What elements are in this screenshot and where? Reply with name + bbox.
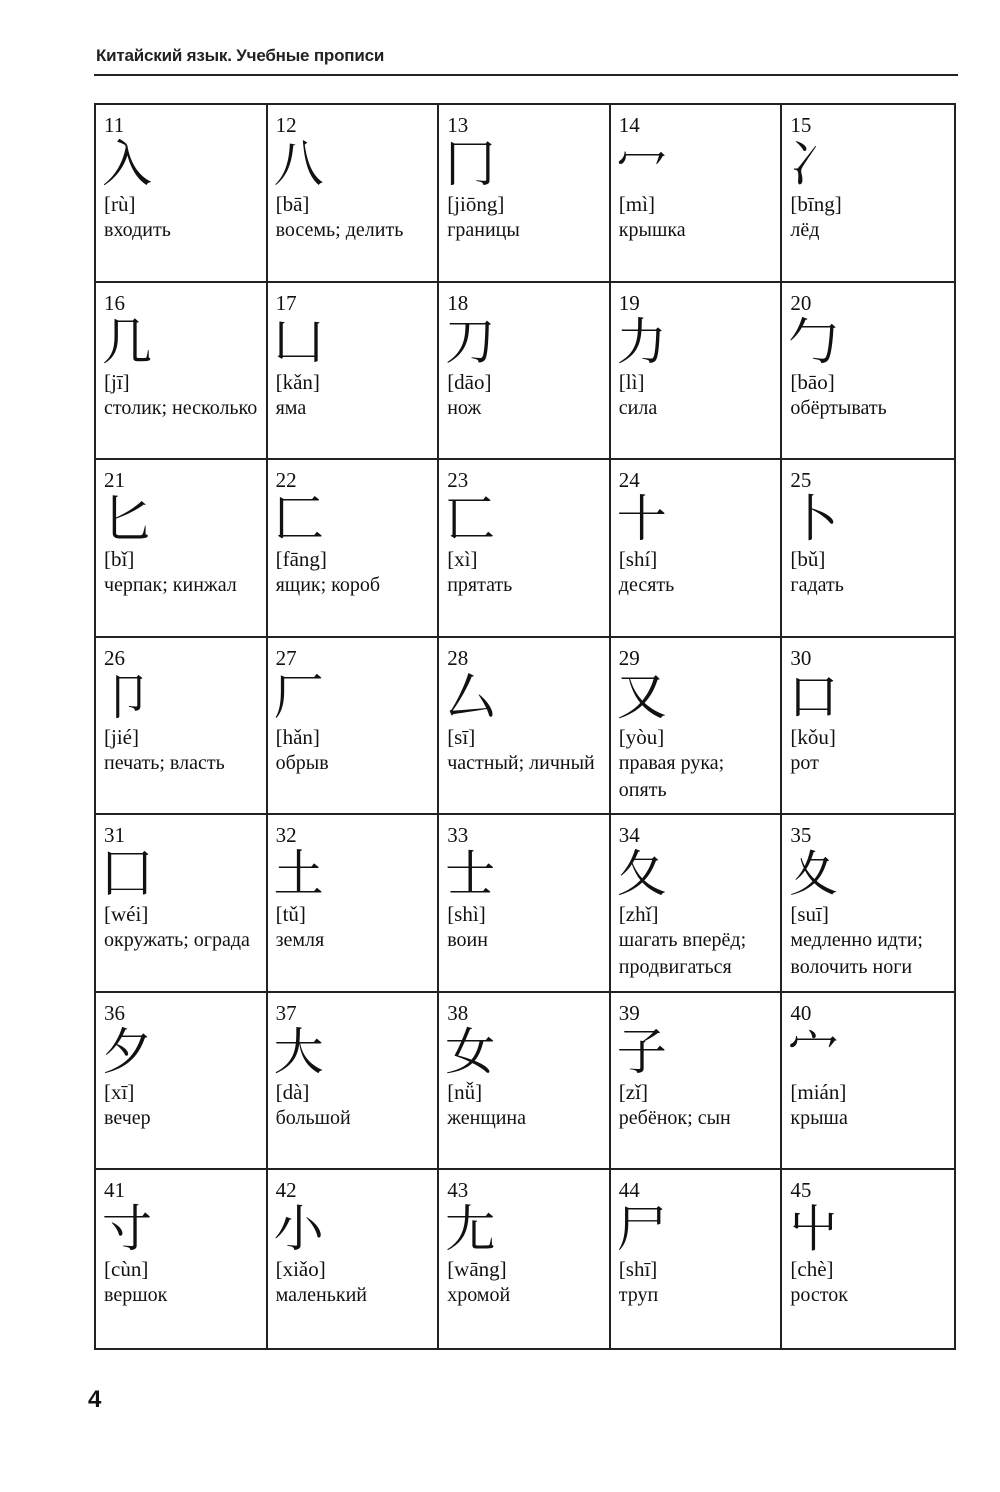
table-cell bbox=[782, 815, 954, 993]
radical-pinyin: [tǔ] bbox=[275, 902, 306, 927]
table-cell bbox=[439, 1170, 611, 1348]
radical-meaning: границы bbox=[447, 219, 520, 241]
radical-meaning: входить bbox=[104, 219, 171, 241]
radical-pinyin: [wāng] bbox=[447, 1257, 507, 1282]
radical-number: 27 bbox=[275, 645, 297, 670]
radical-number: 24 bbox=[618, 468, 640, 493]
radical-meaning: земля bbox=[275, 929, 325, 952]
radical-pinyin: [xī] bbox=[104, 1079, 135, 1104]
radical-meaning: труп bbox=[618, 1284, 659, 1307]
radical-pinyin: [bīng] bbox=[790, 192, 842, 216]
radical-character: 凵 bbox=[273, 312, 324, 371]
radical-character: 屮 bbox=[788, 1200, 839, 1259]
radical-character: 冂 bbox=[445, 135, 496, 193]
table-cell bbox=[96, 638, 268, 816]
page-header-title: Китайский язык. Учебные прописи bbox=[96, 46, 385, 65]
table-cell bbox=[96, 815, 268, 993]
radical-character: 刀 bbox=[445, 312, 496, 371]
radical-number: 22 bbox=[275, 468, 297, 493]
radical-number: 14 bbox=[618, 113, 640, 137]
radical-number: 45 bbox=[790, 1178, 812, 1203]
radical-character: 十 bbox=[616, 490, 667, 549]
radical-number: 34 bbox=[618, 823, 640, 848]
table-cell bbox=[782, 638, 954, 816]
radical-character: 厂 bbox=[273, 667, 324, 726]
radical-pinyin: [kǎn] bbox=[275, 369, 320, 394]
table-cell bbox=[611, 105, 783, 283]
radical-meaning: ребёнок; сын bbox=[618, 1106, 731, 1129]
radical-character: 匕 bbox=[102, 490, 152, 549]
table-cell bbox=[439, 815, 611, 993]
radical-meaning: хромой bbox=[447, 1284, 511, 1307]
table-cell bbox=[96, 283, 268, 461]
table-cell bbox=[268, 638, 440, 816]
radical-character: 入 bbox=[102, 135, 152, 193]
table-cell bbox=[96, 1170, 268, 1348]
radical-character: 又 bbox=[616, 667, 667, 726]
table-cell bbox=[439, 638, 611, 816]
radical-pinyin: [bǐ] bbox=[104, 547, 135, 572]
radical-number: 11 bbox=[104, 113, 125, 137]
radical-pinyin: [bā] bbox=[275, 192, 310, 216]
radical-meaning: восемь; делить bbox=[275, 219, 404, 241]
radical-pinyin: [bāo] bbox=[790, 369, 835, 394]
radical-meaning: правая рука; опять bbox=[618, 751, 725, 801]
radical-number: 16 bbox=[104, 290, 125, 315]
table-cell bbox=[782, 105, 954, 283]
radical-character: 冖 bbox=[616, 135, 667, 193]
table-cell bbox=[96, 460, 268, 638]
radical-number: 13 bbox=[447, 113, 469, 137]
radical-character: 尸 bbox=[616, 1200, 667, 1259]
radical-pinyin: [zhǐ] bbox=[618, 902, 659, 927]
radical-character: 卩 bbox=[102, 667, 152, 726]
radical-number: 28 bbox=[447, 645, 469, 670]
radical-character: 子 bbox=[616, 1022, 667, 1081]
radical-number: 33 bbox=[447, 823, 469, 848]
radical-meaning: десять bbox=[618, 574, 675, 597]
table-cell bbox=[268, 815, 440, 993]
radical-number: 17 bbox=[275, 290, 297, 315]
radical-number: 30 bbox=[790, 645, 812, 670]
radical-meaning: столик; несколько bbox=[104, 396, 258, 419]
radical-number: 12 bbox=[275, 113, 297, 137]
radical-character: 几 bbox=[102, 312, 152, 371]
radical-meaning: черпак; кинжал bbox=[104, 574, 237, 597]
radical-meaning: вечер bbox=[104, 1106, 151, 1129]
radical-meaning: сила bbox=[618, 396, 658, 419]
radical-meaning: росток bbox=[790, 1284, 848, 1307]
radical-meaning: воин bbox=[447, 929, 488, 952]
radical-character: 口 bbox=[788, 667, 839, 726]
radical-number: 20 bbox=[790, 290, 812, 315]
radical-pinyin: [sī] bbox=[447, 724, 476, 749]
radical-number: 23 bbox=[447, 468, 469, 493]
table-cell bbox=[268, 460, 440, 638]
table-cell bbox=[782, 1170, 954, 1348]
radical-character: 夂 bbox=[616, 845, 667, 904]
radical-meaning: маленький bbox=[275, 1284, 367, 1307]
radical-number: 29 bbox=[618, 645, 640, 670]
radical-character: 夊 bbox=[788, 845, 839, 904]
radical-meaning: гадать bbox=[790, 574, 844, 597]
table-cell bbox=[96, 105, 268, 283]
radical-character: 勹 bbox=[788, 312, 839, 371]
radical-meaning: ящик; короб bbox=[275, 574, 381, 597]
radical-number: 21 bbox=[104, 468, 125, 493]
radical-pinyin: [dà] bbox=[275, 1079, 310, 1104]
radical-number: 15 bbox=[790, 113, 812, 137]
table-cell bbox=[268, 1170, 440, 1348]
radical-meaning: крышка bbox=[618, 219, 686, 241]
table-cell bbox=[782, 283, 954, 461]
radical-pinyin: [dāo] bbox=[447, 369, 492, 394]
radical-character: 冫 bbox=[788, 135, 839, 193]
radical-meaning: женщина bbox=[447, 1106, 527, 1129]
table-cell bbox=[96, 993, 268, 1171]
table-cell bbox=[611, 638, 783, 816]
radical-pinyin: [hǎn] bbox=[275, 724, 320, 749]
radical-number: 40 bbox=[790, 1000, 812, 1025]
radical-pinyin: [jié] bbox=[104, 724, 139, 749]
radical-pinyin: [chè] bbox=[790, 1257, 834, 1282]
radical-character: 女 bbox=[445, 1022, 496, 1081]
radical-number: 43 bbox=[447, 1178, 469, 1203]
radical-meaning: рот bbox=[790, 751, 819, 774]
radical-pinyin: [mián] bbox=[790, 1079, 847, 1104]
radical-character: 尢 bbox=[445, 1200, 496, 1259]
radicals-table bbox=[94, 103, 956, 1350]
table-cell bbox=[611, 460, 783, 638]
radical-number: 41 bbox=[104, 1178, 125, 1203]
radical-pinyin: [yòu] bbox=[618, 724, 665, 749]
radical-number: 18 bbox=[447, 290, 469, 315]
radical-character: 厶 bbox=[445, 667, 496, 726]
radical-character: 大 bbox=[273, 1022, 324, 1081]
radical-meaning: прятать bbox=[447, 574, 513, 597]
radical-character: 匚 bbox=[273, 490, 324, 549]
table-cell bbox=[611, 283, 783, 461]
radical-meaning: окружать; ограда bbox=[104, 929, 250, 952]
radical-meaning: обрыв bbox=[275, 751, 329, 774]
radical-character: 士 bbox=[445, 845, 496, 904]
radical-pinyin: [xì] bbox=[447, 547, 478, 572]
radical-number: 42 bbox=[275, 1178, 297, 1203]
table-cell bbox=[611, 815, 783, 993]
radical-pinyin: [shí] bbox=[618, 547, 658, 572]
radical-pinyin: [shì] bbox=[447, 902, 486, 927]
radical-meaning: вершок bbox=[104, 1284, 168, 1307]
radical-pinyin: [xiǎo] bbox=[275, 1257, 326, 1282]
radical-number: 37 bbox=[275, 1000, 297, 1025]
radical-pinyin: [jiōng] bbox=[447, 192, 505, 216]
radical-meaning: обёртывать bbox=[790, 396, 887, 419]
radical-pinyin: [cùn] bbox=[104, 1257, 149, 1282]
radical-pinyin: [wéi] bbox=[104, 902, 149, 927]
radical-pinyin: [mì] bbox=[618, 192, 655, 216]
radical-pinyin: [fāng] bbox=[275, 547, 327, 572]
radical-meaning: лёд bbox=[790, 219, 820, 241]
radical-number: 44 bbox=[618, 1178, 640, 1203]
radical-pinyin: [suī] bbox=[790, 902, 829, 927]
radical-meaning: медленно идти; волочить ноги bbox=[790, 929, 923, 979]
radical-meaning: шагать вперёд; продвигаться bbox=[618, 929, 747, 979]
radical-character: 土 bbox=[273, 845, 324, 904]
radical-meaning: печать; власть bbox=[104, 751, 225, 774]
radical-pinyin: [zǐ] bbox=[618, 1079, 648, 1104]
radical-character: 宀 bbox=[788, 1022, 839, 1081]
radical-number: 32 bbox=[275, 823, 297, 848]
radical-meaning: нож bbox=[447, 396, 482, 419]
radical-character: 夕 bbox=[102, 1022, 152, 1081]
radical-character: 力 bbox=[616, 312, 667, 371]
radical-number: 19 bbox=[618, 290, 640, 315]
radical-pinyin: [kǒu] bbox=[790, 724, 836, 749]
table-cell bbox=[268, 993, 440, 1171]
radical-number: 26 bbox=[104, 645, 125, 670]
radical-character: 匸 bbox=[445, 490, 496, 549]
table-cell bbox=[439, 283, 611, 461]
radical-meaning: яма bbox=[275, 396, 307, 419]
table-cell bbox=[439, 993, 611, 1171]
table-cell bbox=[439, 105, 611, 283]
radical-meaning: большой bbox=[275, 1106, 351, 1129]
radical-pinyin: [jī] bbox=[104, 369, 130, 394]
table-cell bbox=[439, 460, 611, 638]
header-divider bbox=[94, 74, 958, 76]
radical-character: 小 bbox=[273, 1200, 324, 1259]
radical-meaning: крыша bbox=[790, 1106, 848, 1129]
radical-pinyin: [nǚ] bbox=[447, 1079, 483, 1104]
table-cell bbox=[268, 283, 440, 461]
radical-number: 25 bbox=[790, 468, 812, 493]
radical-pinyin: [lì] bbox=[618, 369, 645, 394]
radical-number: 36 bbox=[104, 1000, 125, 1025]
radical-number: 31 bbox=[104, 823, 125, 848]
radical-number: 38 bbox=[447, 1000, 469, 1025]
radical-number: 35 bbox=[790, 823, 812, 848]
radical-pinyin: [shī] bbox=[618, 1257, 658, 1282]
page-number: 4 bbox=[88, 1386, 102, 1413]
radical-character: 八 bbox=[273, 135, 324, 193]
radical-character: 寸 bbox=[102, 1200, 152, 1259]
table-cell bbox=[611, 993, 783, 1171]
radical-character: 卜 bbox=[788, 490, 839, 549]
table-cell bbox=[611, 1170, 783, 1348]
table-cell bbox=[268, 105, 440, 283]
radical-pinyin: [bǔ] bbox=[790, 547, 826, 572]
radical-character: 囗 bbox=[102, 845, 152, 904]
radical-pinyin: [rù] bbox=[104, 192, 136, 216]
radical-number: 39 bbox=[618, 1000, 640, 1025]
table-cell bbox=[782, 993, 954, 1171]
table-cell bbox=[782, 460, 954, 638]
radical-meaning: частный; личный bbox=[447, 751, 595, 774]
